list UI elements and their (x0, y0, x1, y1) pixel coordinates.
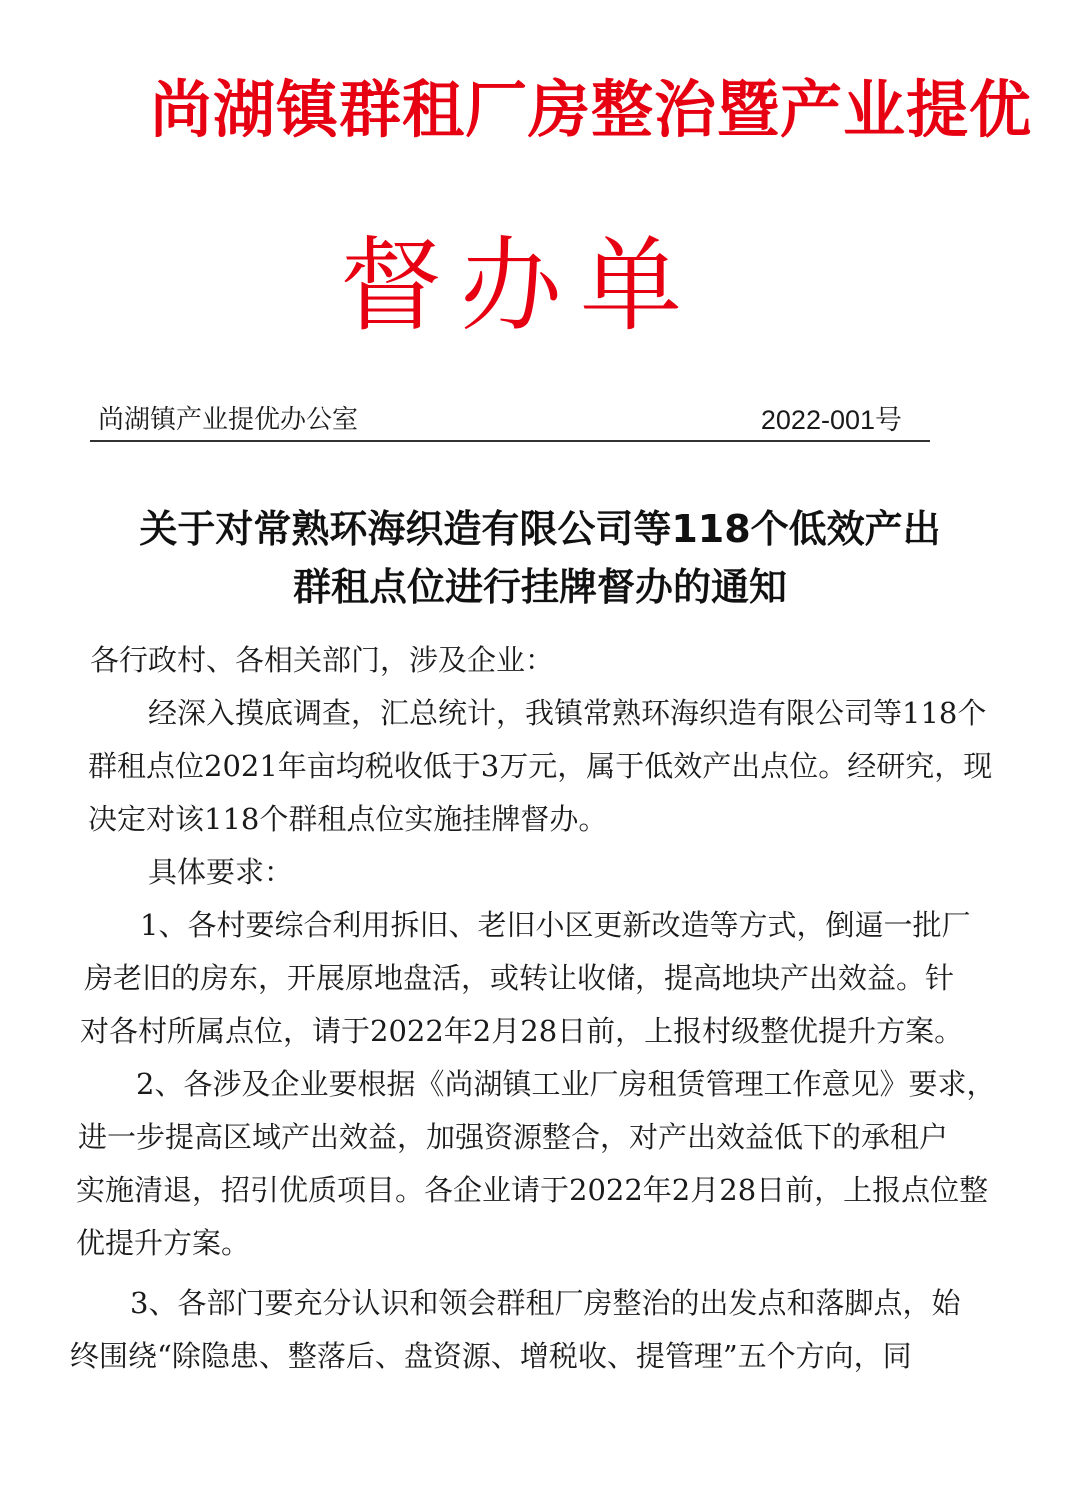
issuer-name: 尚湖镇产业提优办公室 (98, 405, 359, 435)
notice-title-line-1: 关于对常熟环海织造有限公司等118个低效产出 (139, 507, 941, 551)
item-2-line-1: 2、各涉及企业要根据《尚湖镇工业厂房租赁管理工作意见》要求， (136, 1067, 996, 1101)
item-3-line-2: 终围绕“除隐患、整落后、盘资源、增税收、提管理”五个方向，同 (70, 1339, 912, 1373)
item-3-line-1: 3、各部门要充分认识和领会群租厂房整治的出发点和落脚点，始 (130, 1286, 961, 1320)
red-header-subtitle: 督办单 (340, 227, 700, 346)
item-1-line-3: 对各村所属点位，请于2022年2月28日前，上报村级整优提升方案。 (80, 1014, 964, 1048)
paragraph-1-line-3: 决定对该118个群租点位实施挂牌督办。 (88, 802, 608, 836)
salutation: 各行政村、各相关部门，涉及企业： (90, 643, 555, 677)
paragraph-1-line-2: 群租点位2021年亩均税收低于3万元，属于低效产出点位。经研究，现 (88, 749, 993, 783)
item-2-line-3: 实施清退，招引优质项目。各企业请于2022年2月28日前，上报点位整 (76, 1173, 989, 1207)
item-2-line-2: 进一步提高区域产出效益，加强资源整合，对产出效益低下的承租户 (78, 1120, 949, 1154)
item-2-line-4: 优提升方案。 (76, 1226, 251, 1260)
document-number: 2022-001号 (760, 405, 902, 435)
item-1-line-1: 1、各村要综合利用拆旧、老旧小区更新改造等方式，倒逼一批厂 (140, 908, 971, 942)
issuer-line (90, 400, 930, 442)
red-header-title: 尚湖镇群租厂房整治暨产业提优 (150, 73, 1033, 146)
notice-title (70, 500, 1010, 616)
paragraph-1-line-1: 经深入摸底调查，汇总统计，我镇常熟环海织造有限公司等118个 (148, 696, 987, 730)
item-1-line-2: 房老旧的房东，开展原地盘活，或转让收储，提高地块产出效益。针 (84, 961, 955, 995)
notice-title-line-2: 群租点位进行挂牌督办的通知 (292, 565, 787, 609)
requirements-heading: 具体要求： (148, 855, 294, 889)
